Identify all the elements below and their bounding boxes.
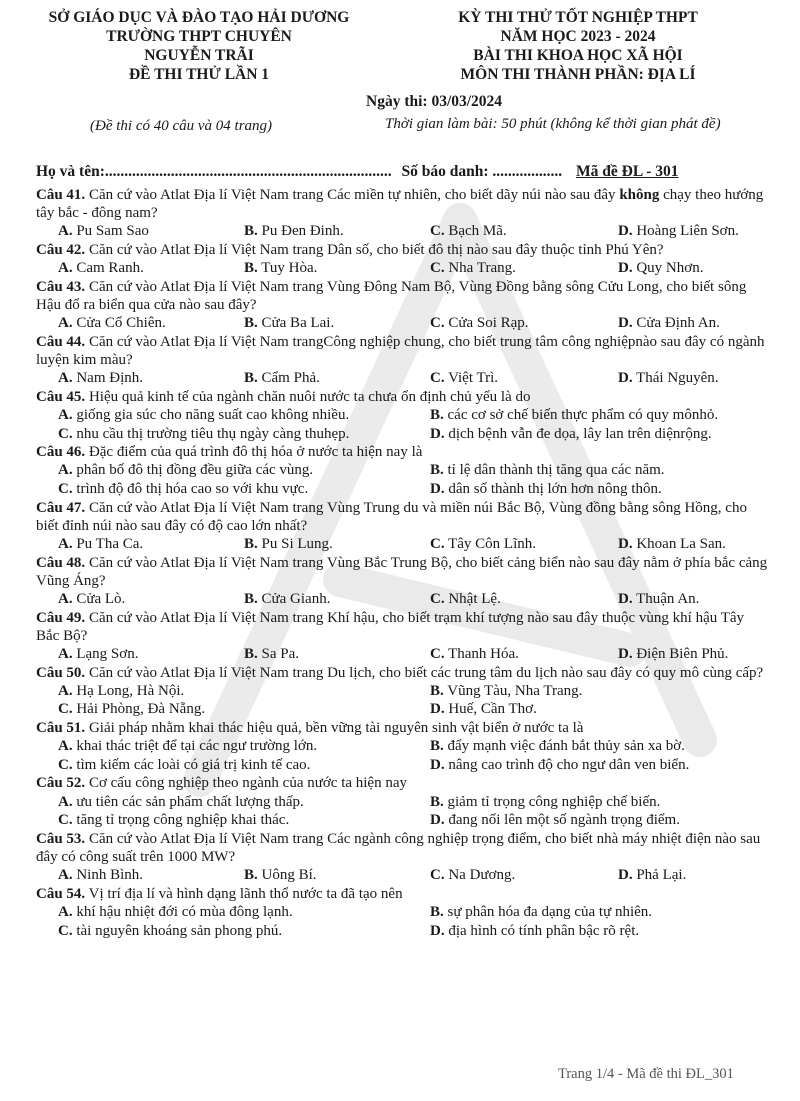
question-item <box>36 609 770 664</box>
answer-option <box>244 590 330 609</box>
option-text: Uông Bí. <box>261 867 317 884</box>
option-row <box>36 480 770 499</box>
option-letter: A. <box>58 590 73 607</box>
option-letter: D. <box>618 370 633 387</box>
option-text: Cửa Định An. <box>636 315 720 332</box>
option-text: tỉ lệ dân thành thị tăng qua các năm. <box>447 462 665 479</box>
option-text: Cửa Cổ Chiên. <box>76 315 166 332</box>
answer-option <box>430 700 537 719</box>
question-stem <box>36 388 770 406</box>
question-stem <box>36 774 770 792</box>
answer-option <box>430 756 689 775</box>
answer-option <box>618 259 703 278</box>
option-letter: B. <box>244 535 258 552</box>
option-text: giống gia súc cho năng suất cao không nhiều. <box>76 407 350 423</box>
option-letter: B. <box>244 867 258 884</box>
option-letter: A. <box>58 903 73 920</box>
option-letter: D. <box>618 867 633 884</box>
question-text: Căn cứ vào Atlat Địa lí Việt Nam trang Các ngành công nghiệp trọng điểm, cho biết nhà máy nhiệt điện nào sau đây có công suất trên 1000 MW? <box>36 830 761 865</box>
option-letter: D. <box>430 812 445 829</box>
question-text: Căn cứ vào Atlat Địa lí Việt Nam trang Vùng Đông Nam Bộ, Vùng Đồng bằng sông Cửu Long, cho biết sông Hậu đổ ra biển qua cửa nào sau đây? <box>36 278 747 313</box>
option-letter: B. <box>430 738 444 755</box>
question-text: Căn cứ vào Atlat Địa lí Việt Nam trang Vùng Trung du và miền núi Bắc Bộ, Vùng đồng bằng sông Hồng, cho biết đỉnh núi nào sau đây có độ cao lớn nhất? <box>36 499 747 534</box>
answer-option <box>58 866 143 885</box>
question-emphasis: không <box>619 187 660 203</box>
option-text: Nha Trang. <box>448 260 516 277</box>
question-stem <box>36 885 770 903</box>
option-letter: C. <box>58 756 73 773</box>
school-year: NĂM HỌC 2023 - 2024 <box>500 28 656 45</box>
question-item <box>36 774 770 829</box>
option-letter: B. <box>430 407 444 423</box>
option-text: ưu tiên các sản phẩm chất lượng thấp. <box>76 793 304 810</box>
option-letter: B. <box>430 793 444 810</box>
answer-option <box>430 259 516 278</box>
option-letter: C. <box>58 480 73 497</box>
option-text: Cẩm Phả. <box>261 370 320 387</box>
option-letter: A. <box>58 407 73 423</box>
question-stem <box>36 443 770 461</box>
option-letter: C. <box>58 922 73 939</box>
answer-option <box>430 922 639 941</box>
option-text: Pu Sam Sao <box>76 223 149 240</box>
question-stem <box>36 664 770 682</box>
option-row <box>36 425 770 444</box>
option-text: Vũng Tàu, Nha Trang. <box>447 682 583 699</box>
option-row <box>36 922 770 941</box>
option-letter: A. <box>58 260 73 277</box>
question-stem <box>36 186 770 222</box>
option-letter: C. <box>430 315 445 332</box>
answer-option <box>58 737 317 756</box>
exam-date: Ngày thi: 03/03/2024 <box>366 93 503 110</box>
answer-option <box>58 425 349 444</box>
option-letter: D. <box>430 425 445 442</box>
question-item <box>36 664 770 719</box>
answer-option <box>244 222 344 241</box>
answer-option <box>58 535 143 554</box>
option-text: Pu Si Lung. <box>261 535 333 552</box>
option-letter: C. <box>430 223 445 240</box>
answer-option <box>430 645 519 664</box>
question-item <box>36 719 770 774</box>
answer-option <box>618 535 726 554</box>
exam-time: Thời gian làm bài: 50 phút (không kể thời gian phát đề) <box>385 116 721 132</box>
option-letter: A. <box>58 223 73 240</box>
question-number: Câu 54. <box>36 885 86 902</box>
question-text: Giải pháp nhằm khai thác hiệu quả, bền vững tài nguyên sinh vật biển ở nước ta là <box>85 719 584 736</box>
option-letter: C. <box>58 812 73 829</box>
answer-option <box>58 222 149 241</box>
option-row <box>36 369 770 388</box>
question-item <box>36 333 770 388</box>
option-letter: A. <box>58 370 73 387</box>
question-stem <box>36 719 770 737</box>
question-text: Hiệu quả kinh tế của ngành chăn nuôi nước ta chưa ổn định chủ yếu là do <box>85 388 531 405</box>
answer-option <box>618 866 686 885</box>
option-text: Lạng Sơn. <box>76 645 139 662</box>
answer-option <box>58 590 125 609</box>
option-text: Tây Côn Lĩnh. <box>448 535 536 552</box>
option-letter: A. <box>58 867 73 884</box>
question-number: Câu 42. <box>36 242 86 258</box>
answer-option <box>58 756 310 775</box>
option-row <box>36 590 770 609</box>
option-text: tài nguyên khoáng sản phong phú. <box>76 922 283 939</box>
question-item <box>36 388 770 443</box>
option-text: Pu Đen Đinh. <box>261 223 344 240</box>
question-stem <box>36 241 770 259</box>
answer-option <box>58 811 289 830</box>
answer-option <box>58 369 143 388</box>
option-letter: D. <box>618 645 633 662</box>
option-text: nâng cao trình độ cho ngư dân ven biển. <box>448 756 690 773</box>
option-row <box>36 700 770 719</box>
option-letter: C. <box>430 260 445 277</box>
option-text: Thái Nguyên. <box>636 370 719 387</box>
answer-option <box>58 700 205 719</box>
department-name: SỞ GIÁO DỤC VÀ ĐÀO TẠO HẢI DƯƠNG <box>48 9 350 26</box>
question-text: Đặc điểm của quá trình đô thị hóa ở nước ta hiện nay là <box>85 444 423 461</box>
answer-option <box>430 866 515 885</box>
answer-option <box>430 369 498 388</box>
question-number: Câu 46. <box>36 444 86 461</box>
option-text: nhu cầu thị trường tiêu thụ ngày càng thuhẹp. <box>76 425 350 442</box>
exam-round: ĐỀ THI THỬ LẦN 1 <box>128 66 270 83</box>
option-text: Hải Phòng, Đà Nẵng. <box>76 701 206 718</box>
answer-option <box>244 645 299 664</box>
question-item <box>36 443 770 498</box>
option-text: Bạch Mã. <box>448 223 507 240</box>
question-item <box>36 278 770 333</box>
question-item <box>36 186 770 241</box>
option-text: Quy Nhơn. <box>636 260 704 277</box>
option-letter: A. <box>58 738 73 755</box>
question-item <box>36 499 770 554</box>
option-letter: D. <box>430 701 445 718</box>
option-row <box>36 866 770 885</box>
sbd-field: Số báo danh: .................. <box>401 163 563 180</box>
option-text: Việt Trì. <box>448 370 499 387</box>
answer-option <box>618 590 699 609</box>
answer-option <box>244 369 320 388</box>
answer-option <box>58 922 282 941</box>
option-letter: A. <box>58 462 73 479</box>
answer-option <box>430 590 501 609</box>
question-number: Câu 45. <box>36 388 86 405</box>
option-letter: C. <box>430 645 445 662</box>
option-row <box>36 811 770 830</box>
question-stem <box>36 830 770 866</box>
question-stem <box>36 609 770 645</box>
question-stem <box>36 278 770 314</box>
option-letter: C. <box>58 701 73 718</box>
question-stem <box>36 499 770 535</box>
option-text: khí hậu nhiệt đới có mùa đông lạnh. <box>76 903 293 920</box>
answer-option <box>58 314 166 333</box>
answer-option <box>58 682 184 701</box>
header-left <box>24 8 374 84</box>
option-letter: C. <box>430 370 445 387</box>
answer-option <box>430 682 582 701</box>
option-text: địa hình có tính phân bậc rõ rệt. <box>448 922 640 939</box>
school-name-line2: NGUYỄN TRÃI <box>144 47 254 64</box>
option-text: Cửa Lò. <box>76 590 126 607</box>
option-letter: D. <box>430 756 445 773</box>
option-text: Thuận An. <box>636 590 700 607</box>
question-number: Câu 43. <box>36 278 86 295</box>
question-list <box>36 186 770 940</box>
option-letter: B. <box>430 462 444 479</box>
answer-option <box>430 737 685 756</box>
header-right <box>378 8 778 84</box>
option-row <box>36 645 770 664</box>
option-letter: C. <box>430 535 445 552</box>
option-text: Hạ Long, Hà Nội. <box>76 682 185 699</box>
answer-option <box>58 461 313 480</box>
answer-option <box>244 535 333 554</box>
question-number: Câu 52. <box>36 775 86 792</box>
answer-option <box>244 866 317 885</box>
option-text: Khoan La San. <box>636 535 726 552</box>
question-text: Căn cứ vào Atlat Địa lí Việt Nam trangCông nghiệp chung, cho biết trung tâm công nghiệpnào sau đây có ngành luyện kim màu? <box>36 333 765 368</box>
answer-option <box>58 645 138 664</box>
option-text: Pu Tha Ca. <box>76 535 144 552</box>
option-letter: B. <box>430 903 444 920</box>
question-item <box>36 830 770 885</box>
option-letter: A. <box>58 793 73 810</box>
option-row <box>36 259 770 278</box>
question-stem <box>36 333 770 369</box>
option-letter: D. <box>618 260 633 277</box>
answer-option <box>430 406 718 425</box>
option-letter: A. <box>58 645 73 662</box>
answer-option <box>430 535 536 554</box>
question-number: Câu 49. <box>36 609 86 626</box>
option-row <box>36 406 770 425</box>
option-text: Hoàng Liên Sơn. <box>636 223 739 240</box>
question-number: Câu 48. <box>36 554 86 571</box>
page-footer: Trang 1/4 - Mã đề thi ĐL_301 <box>558 1066 734 1082</box>
option-letter: D. <box>618 315 633 332</box>
answer-option <box>58 793 304 812</box>
exam-code: Mã đề ĐL - 301 <box>576 163 679 180</box>
option-letter: C. <box>58 425 73 442</box>
option-text: tìm kiếm các loài có giá trị kinh tế cao. <box>76 756 311 773</box>
option-text: đang nổi lên một số ngành trọng điểm. <box>448 812 680 829</box>
option-text: trình độ đô thị hóa cao so với khu vực. <box>76 480 309 497</box>
answer-option <box>244 259 317 278</box>
option-text: Na Dương. <box>448 867 516 884</box>
option-letter: B. <box>244 370 258 387</box>
exam-note: (Đề thi có 40 câu và 04 trang) <box>90 118 273 134</box>
option-row <box>36 756 770 775</box>
exam-subject-group: BÀI THI KHOA HỌC XÃ HỘI <box>473 47 683 64</box>
answer-option <box>244 314 334 333</box>
answer-option <box>430 793 660 812</box>
answer-option <box>618 314 720 333</box>
question-number: Câu 51. <box>36 719 86 736</box>
option-text: các cơ sở chế biến thực phẩm có quy mônhỏ. <box>447 407 719 423</box>
option-text: đẩy mạnh việc đánh bắt thủy sản xa bờ. <box>447 738 685 755</box>
name-field: Họ và tên:.......................................................................... <box>36 163 392 180</box>
question-number: Câu 47. <box>36 499 86 516</box>
option-text: giảm tỉ trọng công nghiệp chế biến. <box>447 793 661 810</box>
option-row <box>36 903 770 922</box>
question-text: Căn cứ vào Atlat Địa lí Việt Nam trang Du lịch, cho biết các trung tâm du lịch nào sau đây có quy mô cùng cấp? <box>85 664 764 681</box>
option-text: Huế, Cần Thơ. <box>448 701 537 718</box>
question-text-end: chạy theo hướng tây bắc - đông nam? <box>36 187 764 222</box>
answer-option <box>58 903 293 922</box>
option-text: Điện Biên Phủ. <box>636 645 729 662</box>
question-item <box>36 554 770 609</box>
option-text: Ninh Bình. <box>76 867 144 884</box>
option-letter: C. <box>430 867 445 884</box>
question-stem <box>36 554 770 590</box>
question-number: Câu 53. <box>36 830 86 847</box>
question-item <box>36 241 770 278</box>
option-text: phân bố đô thị đồng đều giữa các vùng. <box>76 462 314 479</box>
option-text: khai thác triệt để tại các ngư trường lớn. <box>76 738 318 755</box>
option-letter: B. <box>244 260 258 277</box>
answer-option <box>618 369 719 388</box>
option-row <box>36 461 770 480</box>
option-text: Nhật Lệ. <box>448 590 501 607</box>
option-letter: A. <box>58 682 73 699</box>
answer-option <box>618 645 728 664</box>
answer-option <box>430 314 529 333</box>
option-text: Cam Ranh. <box>76 260 144 277</box>
answer-option <box>430 425 712 444</box>
option-text: Tuy Hòa. <box>261 260 318 277</box>
option-text: Cửa Gianh. <box>261 590 331 607</box>
option-text: Thanh Hóa. <box>448 645 519 662</box>
option-row <box>36 793 770 812</box>
option-letter: D. <box>618 223 633 240</box>
answer-option <box>58 406 349 425</box>
question-text: Căn cứ vào Atlat Địa lí Việt Nam trang Dân số, cho biết đô thị nào sau đây thuộc tỉnh Phú Yên? <box>85 242 664 258</box>
question-text: Căn cứ vào Atlat Địa lí Việt Nam trang Vùng Bắc Trung Bộ, cho biết cảng biển nào sau đây nằm ở phía bắc cảng Vũng Áng? <box>36 554 768 589</box>
question-number: Câu 41. <box>36 187 86 203</box>
option-text: Phả Lại. <box>636 867 687 884</box>
option-row <box>36 222 770 241</box>
question-number: Câu 44. <box>36 333 86 350</box>
option-row <box>36 682 770 701</box>
option-letter: B. <box>244 315 258 332</box>
question-text: Căn cứ vào Atlat Địa lí Việt Nam trang Khí hậu, cho biết trạm khí tượng nào sau đây thuộc vùng khí hậu Tây Bắc Bộ? <box>36 609 745 644</box>
candidate-info <box>36 163 776 181</box>
answer-option <box>58 480 308 499</box>
answer-option <box>430 461 665 480</box>
answer-option <box>430 903 652 922</box>
option-letter: B. <box>244 590 258 607</box>
option-text: sự phân hóa đa dạng của tự nhiên. <box>447 903 653 920</box>
option-letter: A. <box>58 535 73 552</box>
option-letter: D. <box>618 590 633 607</box>
option-letter: D. <box>618 535 633 552</box>
option-row <box>36 535 770 554</box>
answer-option <box>430 480 662 499</box>
option-letter: D. <box>430 480 445 497</box>
option-text: Cửa Ba Lai. <box>261 315 335 332</box>
option-letter: D. <box>430 922 445 939</box>
answer-option <box>430 811 680 830</box>
question-item <box>36 885 770 940</box>
question-text: Cơ cấu công nghiệp theo ngành của nước ta hiện nay <box>85 775 407 792</box>
option-text: Cửa Soi Rạp. <box>448 315 529 332</box>
question-number: Câu 50. <box>36 664 86 681</box>
option-letter: B. <box>244 645 258 662</box>
option-text: tăng tỉ trọng công nghiệp khai thác. <box>76 812 290 829</box>
option-letter: B. <box>430 682 444 699</box>
answer-option <box>618 222 739 241</box>
answer-option <box>430 222 507 241</box>
option-text: Sa Pa. <box>261 645 300 662</box>
option-row <box>36 314 770 333</box>
option-text: dân số thành thị lớn hơn nông thôn. <box>448 480 662 497</box>
question-text: Vị trí địa lí và hình dạng lãnh thổ nước ta đã tạo nên <box>85 885 403 902</box>
answer-option <box>58 259 144 278</box>
school-name-line1: TRƯỜNG THPT CHUYÊN <box>106 28 292 45</box>
exam-title: KỲ THI THỬ TỐT NGHIỆP THPT <box>458 9 698 26</box>
option-row <box>36 737 770 756</box>
exam-subject: MÔN THI THÀNH PHẦN: ĐỊA LÍ <box>460 66 696 83</box>
option-text: Nam Định. <box>76 370 144 387</box>
option-letter: C. <box>430 590 445 607</box>
option-text: dịch bệnh vẫn đe dọa, lây lan trên diệnrộng. <box>448 425 712 442</box>
option-letter: A. <box>58 315 73 332</box>
option-letter: B. <box>244 223 258 240</box>
question-text: Căn cứ vào Atlat Địa lí Việt Nam trang Các miền tự nhiên, cho biết dãy núi nào sau đây <box>85 187 620 203</box>
